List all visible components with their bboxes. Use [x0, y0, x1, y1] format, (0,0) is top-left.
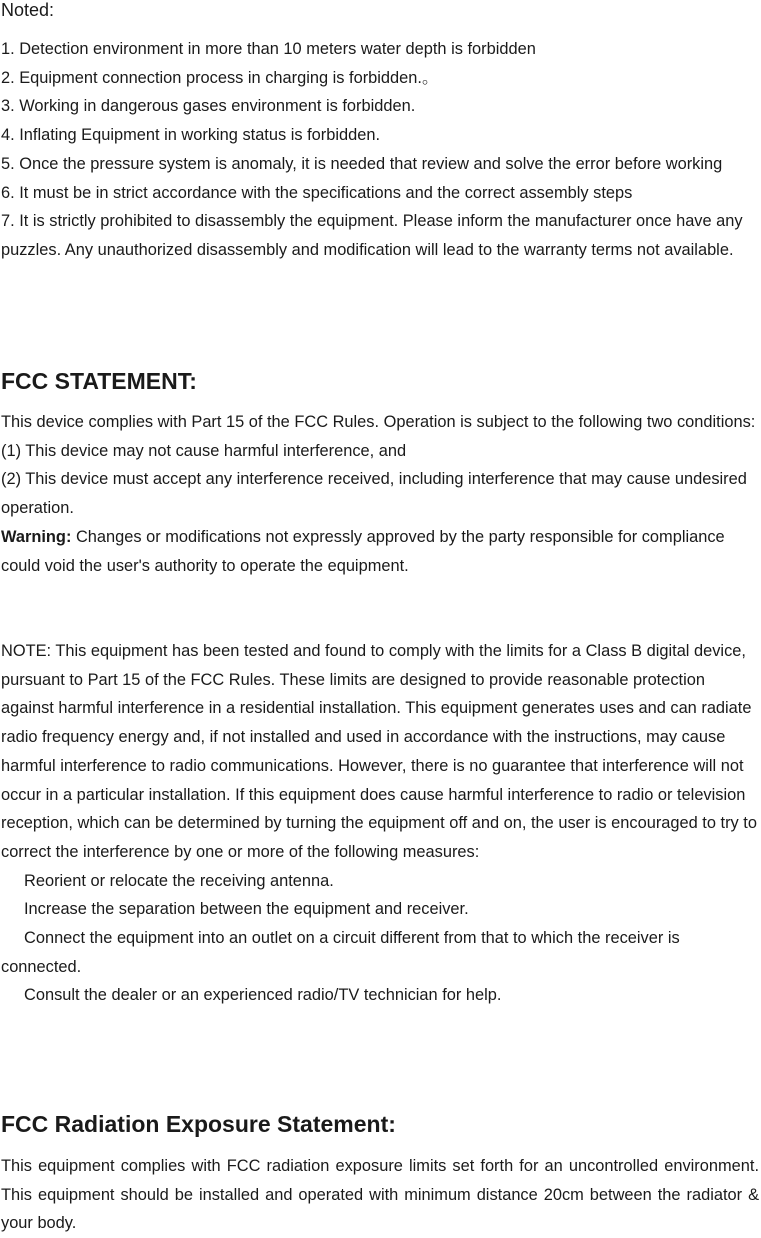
noted-item-7: 7. It is strictly prohibited to disassembly the equipment. Please inform the manufacturer once have any puzzles. Any unauthorized disassembly and modification will lead to the warranty terms not available. — [1, 212, 743, 259]
fcc-note-section — [1, 637, 759, 1010]
fcc-intro: This device complies with Part 15 of the FCC Rules. Operation is subject to the following two conditions: — [1, 413, 756, 431]
noted-list — [1, 35, 759, 265]
noted-item-5: 5. Once the pressure system is anomaly, it is needed that review and solve the error before working — [1, 154, 723, 173]
noted-item-1: 1. Detection environment in more than 10 meters water depth is forbidden — [1, 40, 536, 58]
noted-item-3: 3. Working in dangerous gases environment is forbidden. — [1, 97, 416, 116]
noted-item-6: 6. It must be in strict accordance with the specifications and the correct assembly steps — [1, 183, 633, 202]
noted-heading: Noted: — [1, 0, 55, 20]
measure-item-3-text: Connect the equipment into an outlet on a circuit different from that to which the receiver is connected. — [1, 929, 680, 976]
fcc-statement-body — [1, 408, 759, 580]
radiation-body: This equipment complies with FCC radiation exposure limits set forth for an uncontrolled environment. This equipment should be installed and operated with minimum distance 20cm between the radiator & your body. — [1, 1157, 759, 1233]
radiation-heading: FCC Radiation Exposure Statement: — [1, 1111, 396, 1137]
fcc-condition-1: (1) This device may not cause harmful interference, and — [1, 441, 407, 460]
fcc-warning — [1, 523, 759, 580]
noted-item-2: 2. Equipment connection process in charging is forbidden.。 — [1, 68, 439, 87]
fcc-condition-2: (2) This device must accept any interference received, including interference that may cause undesired operation. — [1, 470, 747, 518]
measure-item-4: Consult the dealer or an experienced radio/TV technician for help. — [24, 986, 502, 1005]
warning-text: Changes or modifications not expressly approved by the party responsible for compliance could void the user's authority to operate the equipment. — [1, 527, 725, 575]
measure-item-1: Reorient or relocate the receiving antenna. — [24, 871, 334, 890]
measure-item-3 — [1, 924, 759, 981]
warning-label: Warning: — [1, 527, 72, 546]
fcc-note: NOTE: This equipment has been tested and found to comply with the limits for a Class B digital device, pursuant to Part 15 of the FCC Rules. These limits are designed to provide reasonable protection against harmful interference in a residential installation. This equipment generates uses and can radiate radio frequency energy and, if not installed and used in accordance with the instructions, may cause harmful interference to radio communications. However, there is no guarantee that interference will not occur in a particular installation. If this equipment does cause harmful interference to radio or television reception, which can be determined by turning the equipment off and on, the user is encouraged to try to correct the interference by one or more of the following measures: — [1, 642, 757, 861]
noted-item-4: 4. Inflating Equipment in working status is forbidden. — [1, 126, 381, 145]
fcc-statement-heading: FCC STATEMENT: — [1, 368, 197, 394]
measure-item-2: Increase the separation between the equipment and receiver. — [24, 900, 469, 919]
